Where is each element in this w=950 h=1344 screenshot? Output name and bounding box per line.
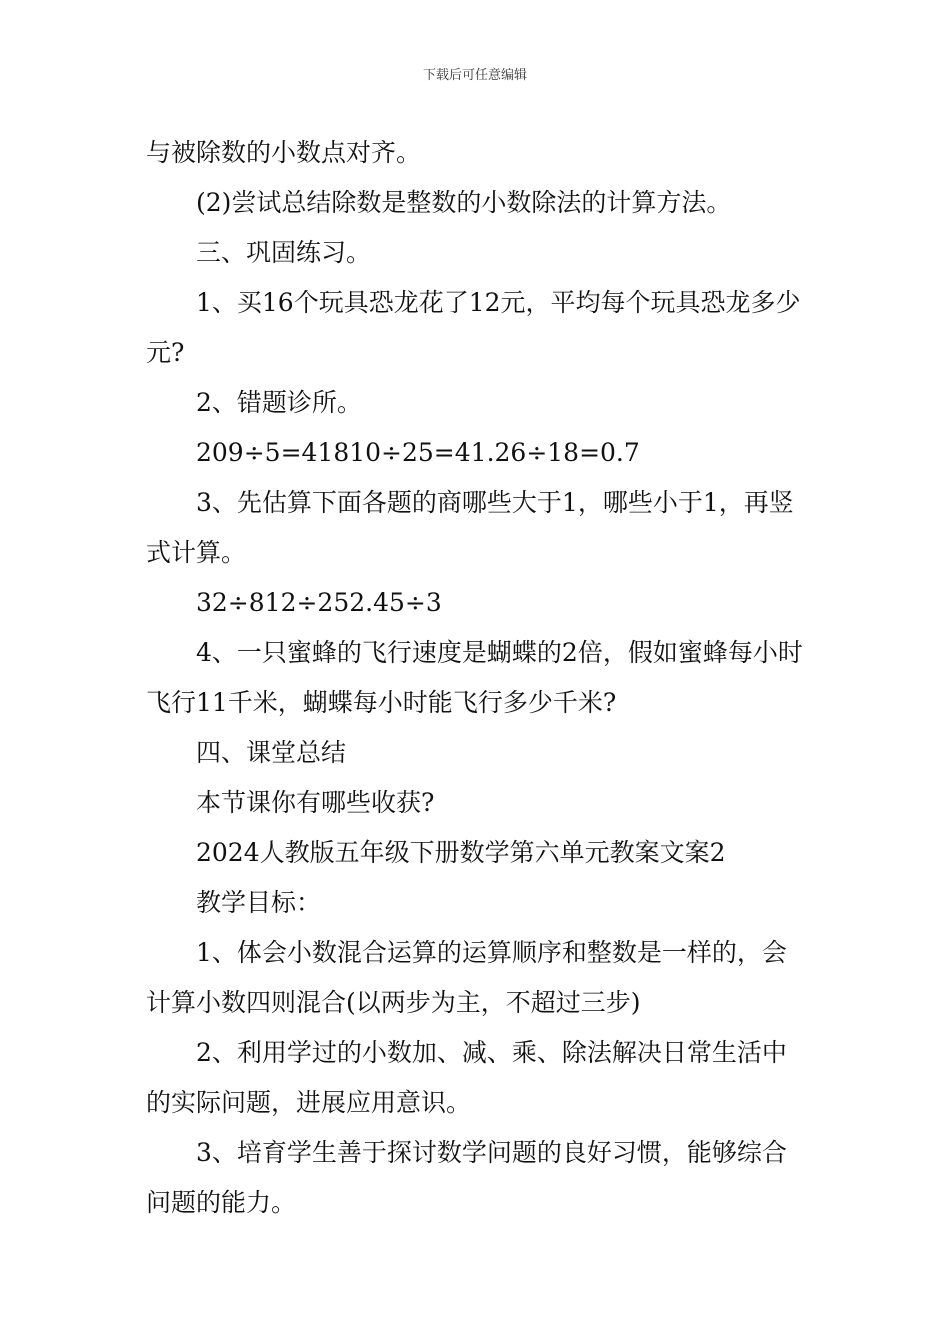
section-heading: 教学目标： bbox=[196, 888, 322, 917]
document-title: 2024人教版五年级下册数学第六单元教案文案2 bbox=[196, 838, 726, 867]
section-heading: 三、巩固练习。 bbox=[196, 238, 372, 267]
paragraph: 2、错题诊所。 bbox=[196, 388, 362, 417]
paragraph: 本节课你有哪些收获? bbox=[196, 788, 435, 817]
paragraph: 1、买16个玩具恐龙花了12元，平均每个玩具恐龙多少元? bbox=[146, 288, 801, 367]
document-body bbox=[146, 128, 810, 1228]
paragraph: 209÷5=41810÷25=41.26÷18=0.7 bbox=[196, 438, 640, 467]
paragraph: 4、一只蜜蜂的飞行速度是蝴蝶的2倍，假如蜜蜂每小时飞行11千米，蝴蝶每小时能飞行多少千米? bbox=[146, 638, 803, 717]
paragraph: 32÷812÷252.45÷3 bbox=[196, 588, 442, 617]
paragraph: 2、利用学过的小数加、减、乘、除法解决日常生活中的实际问题，进展应用意识。 bbox=[146, 1038, 787, 1117]
paragraph: 1、体会小数混合运算的运算顺序和整数是一样的，会计算小数四则混合(以两步为主，不超过三步) bbox=[146, 938, 787, 1017]
section-heading: 四、课堂总结 bbox=[196, 738, 347, 767]
paragraph: (2)尝试总结除数是整数的小数除法的计算方法。 bbox=[196, 188, 732, 217]
paragraph: 3、先估算下面各题的商哪些大于1，哪些小于1，再竖式计算。 bbox=[146, 488, 794, 567]
paragraph: 与被除数的小数点对齐。 bbox=[146, 138, 422, 167]
page-header: 下载后可任意编辑 bbox=[422, 68, 527, 83]
paragraph: 3、培育学生善于探讨数学问题的良好习惯，能够综合问题的能力。 bbox=[146, 1138, 787, 1217]
